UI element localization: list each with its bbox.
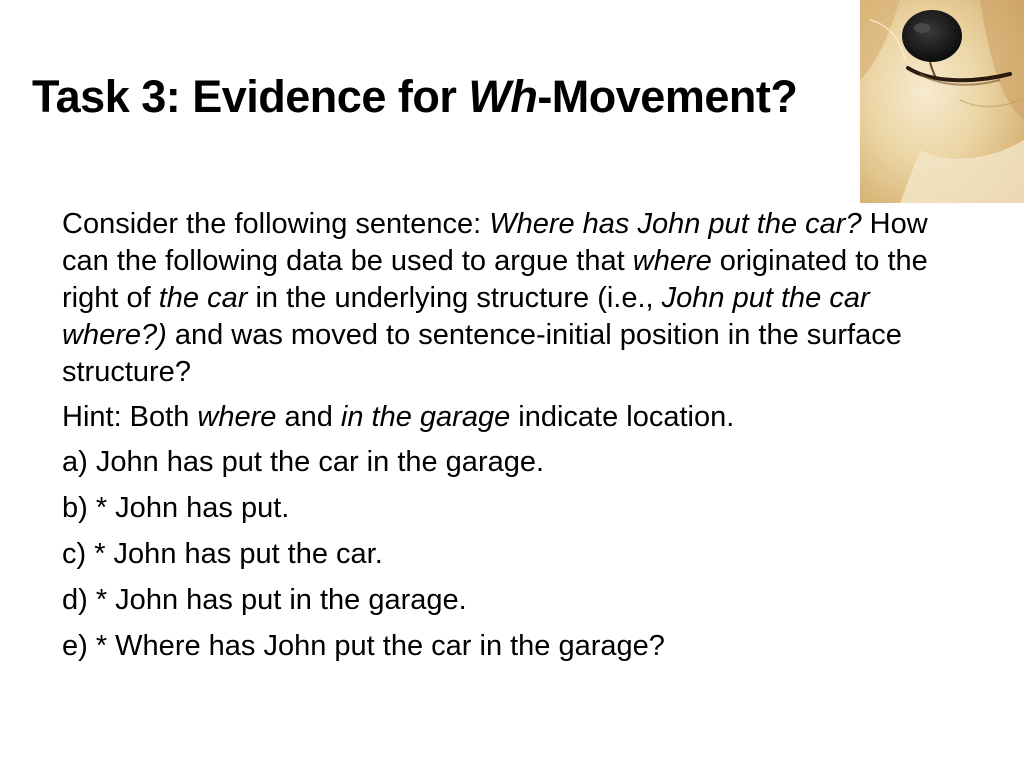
title-prefix: Task 3: Evidence for xyxy=(32,71,469,122)
hint-italic-where: where xyxy=(197,401,277,433)
hint-text: indicate location. xyxy=(510,401,735,433)
paragraph-italic-where: where xyxy=(632,245,712,277)
example-c: c) * John has put the car. xyxy=(62,538,383,570)
question-paragraph xyxy=(62,206,962,391)
paragraph-text: Consider the following sentence: xyxy=(62,208,490,240)
paragraph-italic-sentence: Where has John put the car? xyxy=(489,208,862,240)
title-suffix: -Movement? xyxy=(537,71,798,122)
example-a: a) John has put the car in the garage. xyxy=(62,446,545,478)
paragraph-text: in the underlying structure (i.e., xyxy=(247,282,662,314)
paragraph-text: and was moved to sentence-initial position in the surface structure? xyxy=(62,319,902,388)
paragraph-text: How can the following data be used to argue that xyxy=(62,208,928,277)
example-b: b) * John has put. xyxy=(62,492,290,524)
paragraph-italic-the-car: the car xyxy=(158,282,248,314)
paragraph-italic-underlying: John put the car where?) xyxy=(62,282,870,351)
title-italic: Wh xyxy=(468,71,538,122)
dog-face-photo xyxy=(860,0,1024,203)
slide-body xyxy=(62,206,962,674)
slide-title xyxy=(32,72,797,122)
example-d: d) * John has put in the garage. xyxy=(62,584,467,616)
hint-text: Hint: Both xyxy=(62,401,198,433)
hint-italic-in-the-garage: in the garage xyxy=(340,401,511,433)
hint-paragraph xyxy=(62,399,962,436)
hint-text: and xyxy=(276,401,341,433)
example-e: e) * Where has John put the car in the garage? xyxy=(62,630,665,662)
paragraph-text: originated to the right of xyxy=(62,245,928,314)
